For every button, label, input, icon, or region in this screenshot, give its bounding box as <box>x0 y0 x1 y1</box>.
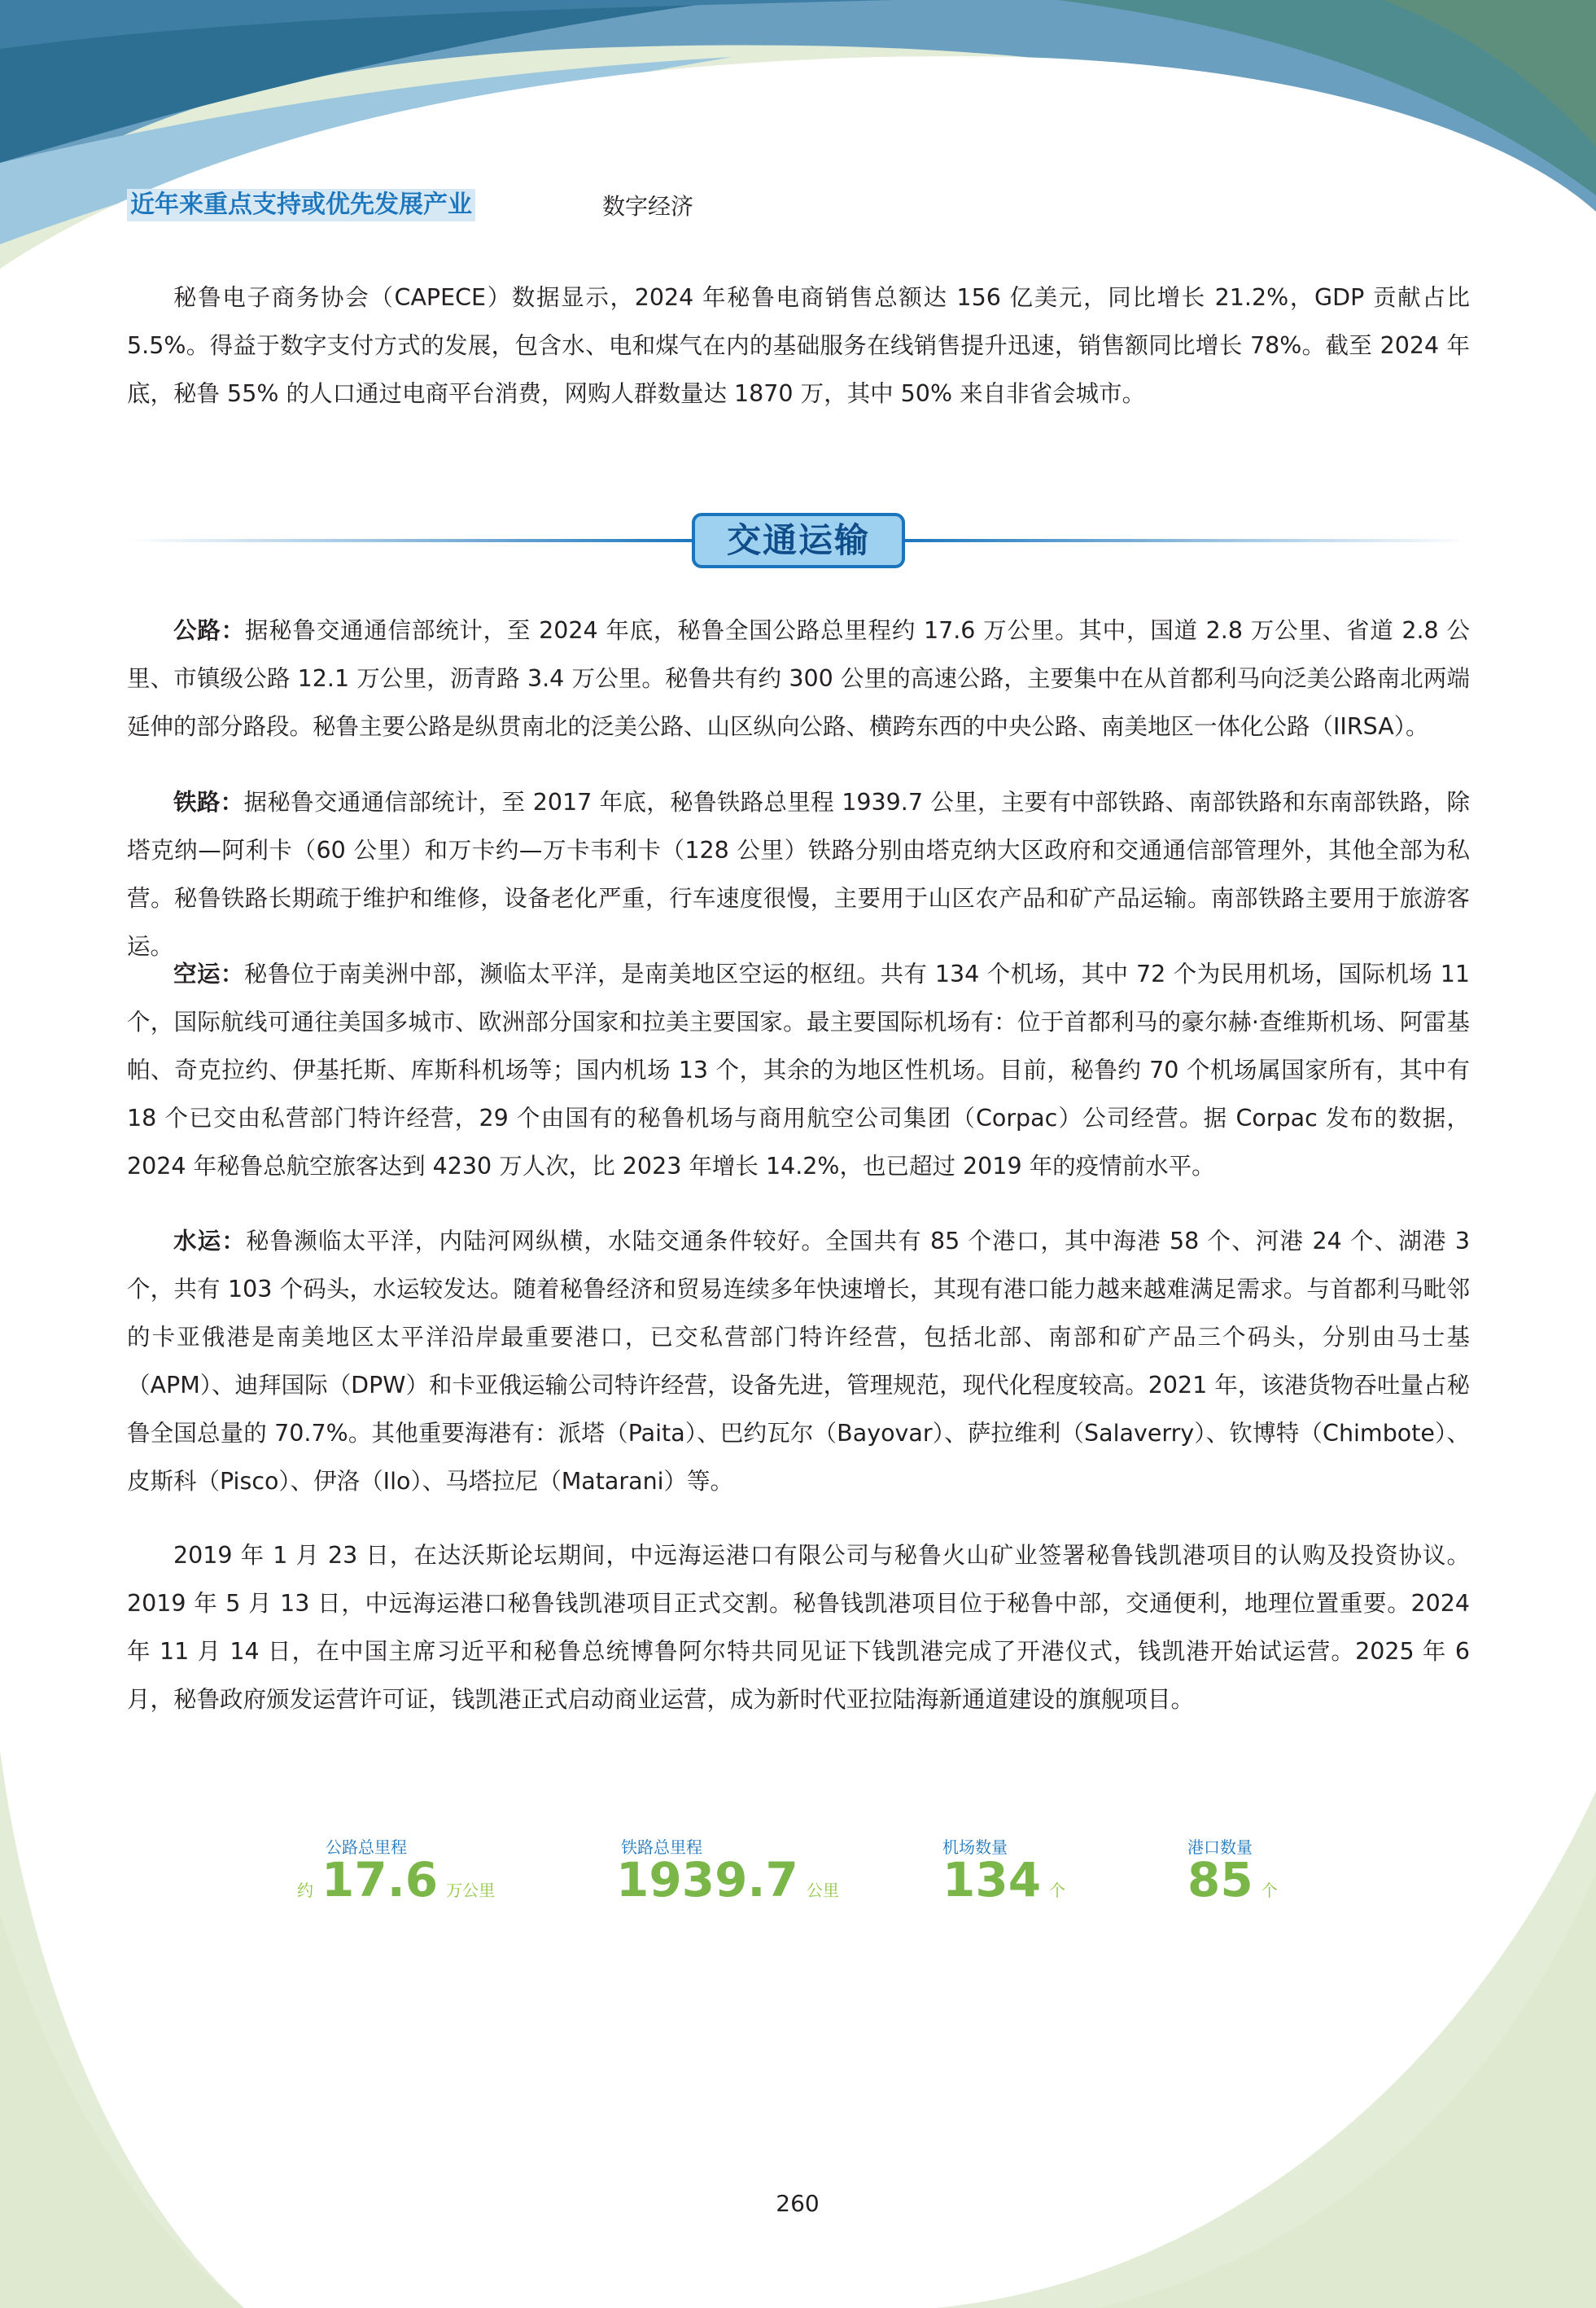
section-title: 交通运输 <box>692 513 905 568</box>
stat-row <box>297 1852 495 1907</box>
air-label: 空运： <box>173 961 244 988</box>
stat-row <box>1187 1852 1278 1907</box>
chancay-paragraph: 2019 年 1 月 23 日，在达沃斯论坛期间，中远海运港口有限公司与秘鲁火山矿业签署秘鲁钱凯港项目的认购及投资协议。2019 年 5 月 13 日，中远海运港口秘鲁钱凯港项目正式交割。秘鲁钱凯港项目位于秘鲁中部，交通便利，地理位置重要。2024 年 11 月 14 日，在中国主席习近平和秘鲁总统博鲁阿尔特共同见证下钱凯港完成了开港仪式，钱凯港开始试运营。2025 年 6 月，秘鲁政府颁发运营许可证，钱凯港正式启动商业运营，成为新时代亚拉陆海新通道建设的旗舰项目。 <box>127 1542 1470 1713</box>
stat-unit: 公里 <box>806 1881 839 1900</box>
rail-text: 据秘鲁交通通信部统计，至 2017 年底，秘鲁铁路总里程 1939.7 公里，主要有中部铁路、南部铁路和东南部铁路，除塔克纳—阿利卡（60 公里）和万卡约—万卡韦利卡（128 公里）铁路分别由塔克纳大区政府和交通通信部管理外，其他全部为私营。秘鲁铁路长期疏于维护和维修，设备老化严重，行车速度很慢，主要用于山区农产品和矿产品运输。南部铁路主要用于旅游客运。 <box>127 789 1470 960</box>
stat-label: 铁路总里程 <box>621 1837 702 1857</box>
stat-unit: 万公里 <box>446 1881 496 1900</box>
stat-label: 公路总里程 <box>326 1837 407 1857</box>
stat-value: 1939.7 <box>616 1852 798 1907</box>
road-paragraph <box>127 607 1470 751</box>
water-label: 水运： <box>173 1228 247 1255</box>
industry-header <box>127 189 1470 225</box>
rail-label: 铁路： <box>173 789 244 816</box>
stat-row <box>616 1852 839 1907</box>
intro-paragraph: 秘鲁电子商务协会（CAPECE）数据显示，2024 年秘鲁电商销售总额达 156 亿美元，同比增长 21.2%，GDP 贡献占比 5.5%。得益于数字支付方式的发展，包含水、电和煤气在内的基础服务在线销售提升迅速，销售额同比增长 78%。截至 2024 年底，秘鲁 55% 的人口通过电商平台消费，网购人群数量达 1870 万，其中 50% 来自非省会城市。 <box>127 284 1470 407</box>
page-number: 260 <box>776 2190 820 2217</box>
stat-unit: 个 <box>1261 1881 1278 1900</box>
water-text: 秘鲁濒临太平洋，内陆河网纵横，水陆交通条件较好。全国共有 85 个港口，其中海港 58 个、河港 24 个、湖港 3 个，共有 103 个码头，水运较发达。随着秘鲁经济和贸易连续多年快速增长，其现有港口能力越来越难满足需求。与首都利马毗邻的卡亚俄港是南美地区太平洋沿岸最重要港口，已交私营部门特许经营，包括北部、南部和矿产品三个码头，分别由马士基（APM）、迪拜国际（DPW）和卡亚俄运输公司特许经营，设备先进，管理规范，现代化程度较高。2021 年，该港货物吞吐量占秘鲁全国总量的 70.7%。其他重要海港有：派塔（Paita）、巴约瓦尔（Bayovar）、萨拉维利（Salaverry）、钦博特（Chimbote）、皮斯科（Pisco）、伊洛（Ilo）、马塔拉尼（Matarani）等。 <box>127 1228 1470 1495</box>
road-label: 公路： <box>173 617 245 644</box>
category-label: 近年来重点支持或优先发展产业 <box>127 189 475 221</box>
stat-value: 85 <box>1187 1852 1253 1907</box>
stat-value: 134 <box>942 1852 1042 1907</box>
air-text: 秘鲁位于南美洲中部，濒临太平洋，是南美地区空运的枢纽。共有 134 个机场，其中 72 个为民用机场，国际机场 11 个，国际航线可通往美国多城市、欧洲部分国家和拉美主要国家。最主要国际机场有：位于首都利马的豪尔赫·查维斯机场、阿雷基帕、奇克拉约、伊基托斯、库斯科机场等；国内机场 13 个，其余的为地区性机场。目前，秘鲁约 70 个机场属国家所有，其中有 18 个已交由私营部门特许经营，29 个由国有的秘鲁机场与商用航空公司集团（Corpac）公司经营。据 Corpac 发布的数据，2024 年秘鲁总航空旅客达到 4230 万人次，比 2023 年增长 14.2%，也已超过 2019 年的疫情前水平。 <box>127 961 1470 1180</box>
air-paragraph <box>127 950 1470 1190</box>
stat-row <box>942 1852 1065 1907</box>
stat-unit: 个 <box>1049 1881 1066 1900</box>
stat-prefix: 约 <box>297 1881 313 1900</box>
stat-label: 机场数量 <box>942 1837 1008 1857</box>
stat-label: 港口数量 <box>1187 1837 1253 1857</box>
water-paragraph <box>127 1217 1470 1505</box>
rail-paragraph <box>127 778 1470 970</box>
category-value: 数字经济 <box>602 193 694 220</box>
stat-value: 17.6 <box>321 1852 439 1907</box>
road-text: 据秘鲁交通通信部统计，至 2024 年底，秘鲁全国公路总里程约 17.6 万公里。其中，国道 2.8 万公里、省道 2.8 公里、市镇级公路 12.1 万公里，沥青路 3.4 万公里。秘鲁共有约 300 公里的高速公路，主要集中在从首都利马向泛美公路南北两端延伸的部分路段。秘鲁主要公路是纵贯南北的泛美公路、山区纵向公路、横跨东西的中央公路、南美地区一体化公路（IIRSA）。 <box>127 617 1470 740</box>
